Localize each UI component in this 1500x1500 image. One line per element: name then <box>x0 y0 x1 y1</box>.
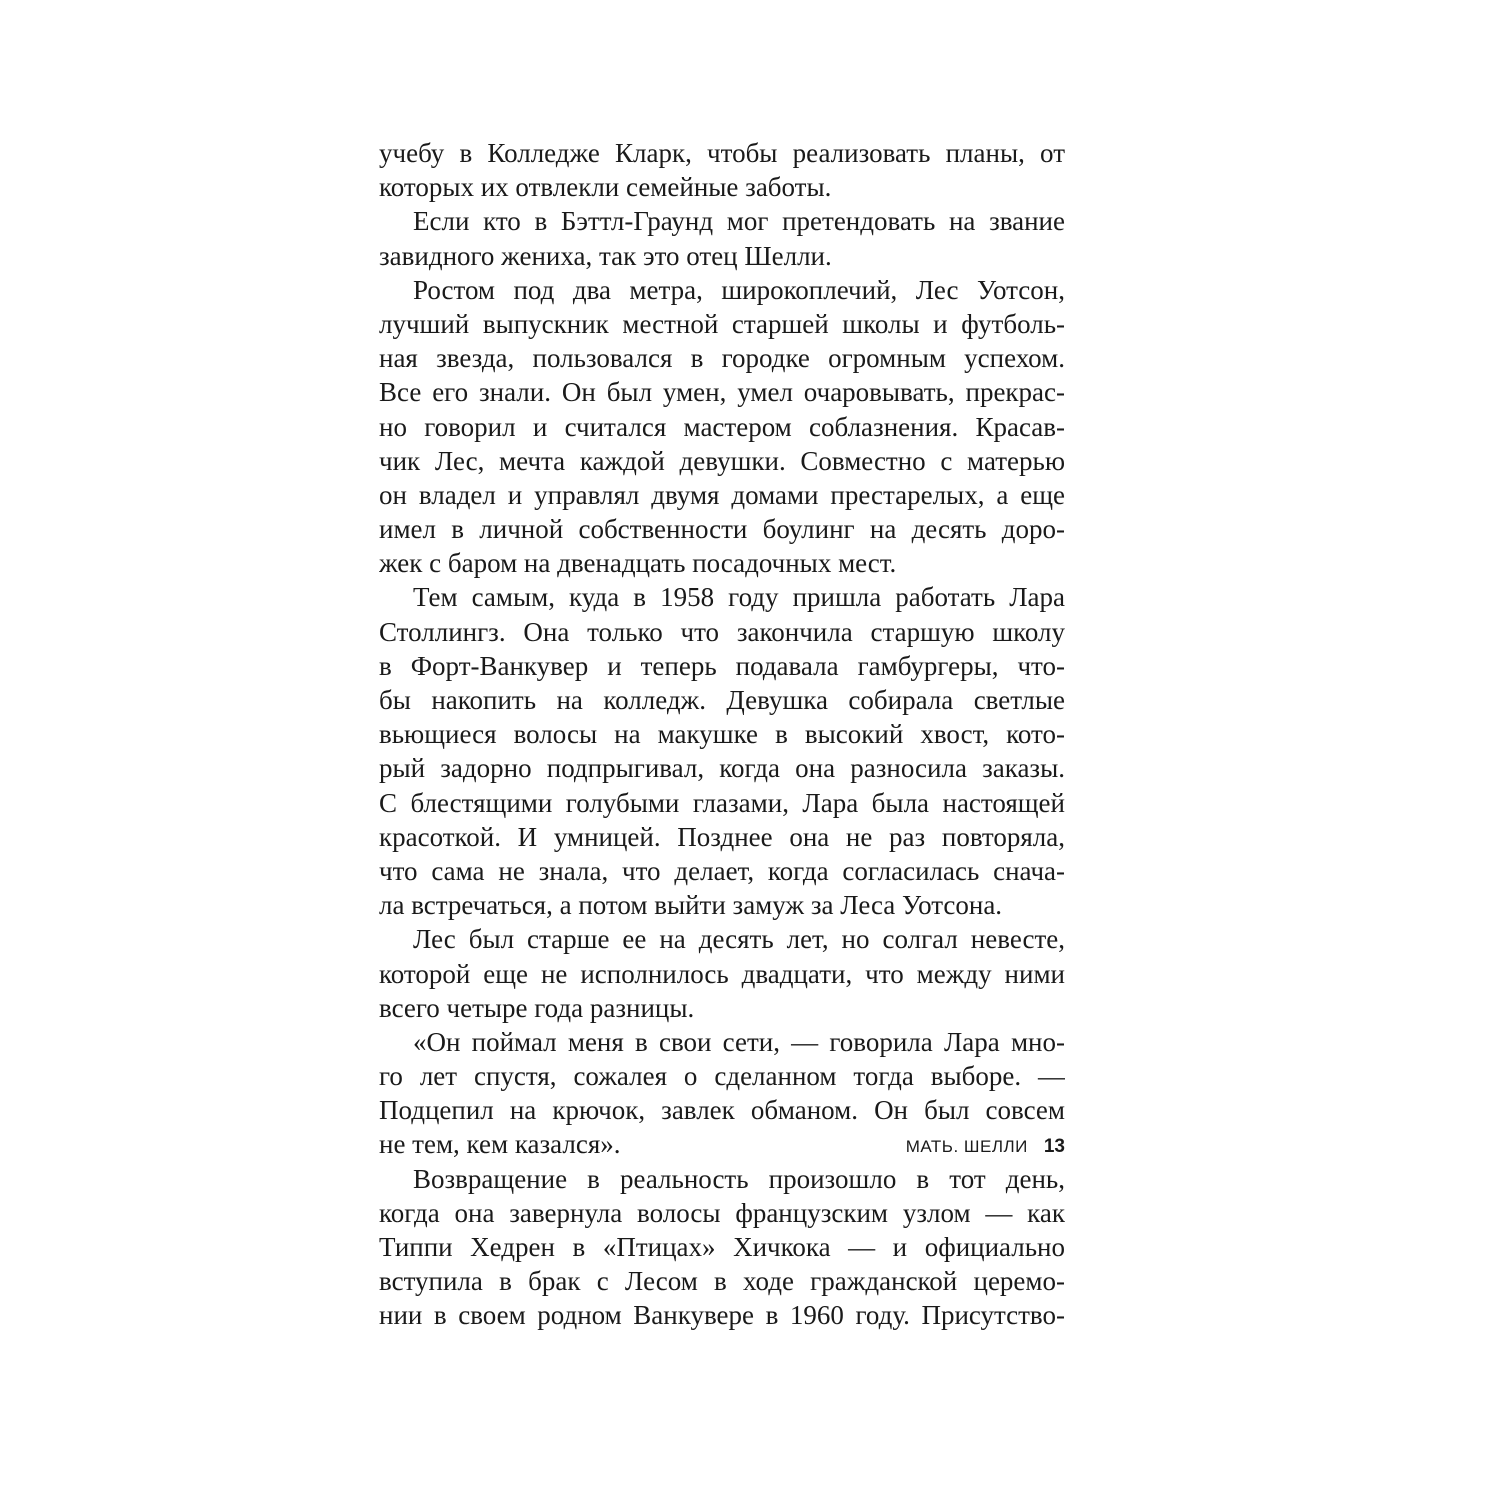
page-footer <box>379 1136 1065 1166</box>
text-line: имел в личной собственности боулинг на десять доро- <box>379 514 1065 545</box>
text-line: Типпи Хедрен в «Птицах» Хичкока — и официально <box>379 1232 1065 1262</box>
text-line: Лес был старше ее на десять лет, но солгал невесте, <box>413 924 1065 955</box>
text-line: нии в своем родном Ванкувере в 1960 году. Присутство- <box>379 1300 1065 1331</box>
text-line: лучший выпускник местной старшей школы и футболь- <box>379 308 1065 339</box>
text-line: всего четыре года разницы. <box>379 992 695 1023</box>
text-line: которых их отвлекли семейные заботы. <box>379 172 832 203</box>
text-line: ная звезда, пользовался в городке огромным успехом. <box>379 343 1065 374</box>
text-line: чик Лес, мечта каждой девушки. Совместно с матерью <box>379 445 1065 476</box>
text-line: Возвращение в реальность произошло в тот день, <box>413 1163 1065 1194</box>
text-line: Все его знали. Он был умен, умел очаровывать, прекрас- <box>379 377 1065 408</box>
text-line: Если кто в Бэттл-Граунд мог претендовать на звание <box>413 206 1065 237</box>
text-line: вьющиеся волосы на макушке в высокий хвост, кото- <box>379 719 1065 750</box>
text-line: «Он поймал меня в свои сети, — говорила Лара мно- <box>413 1026 1065 1057</box>
text-line: рый задорно подпрыгивал, когда она разносила заказы. <box>379 753 1065 784</box>
text-line: завидного жениха, так это отец Шелли. <box>379 240 832 271</box>
text-line: ла встречаться, а потом выйти замуж за Леса Уотсона. <box>379 890 1003 921</box>
text-line: вступила в брак с Лесом в ходе гражданской церемо- <box>379 1266 1065 1297</box>
text-line: когда она завернула волосы французским узлом — как <box>379 1197 1065 1228</box>
text-line: учебу в Колледже Кларк, чтобы реализовать планы, от <box>379 138 1065 168</box>
text-line: Ростом под два метра, широкоплечий, Лес Уотсон, <box>413 274 1065 305</box>
running-title: МАТЬ. ШЕЛЛИ <box>905 1137 1028 1156</box>
text-line: бы накопить на колледж. Девушка собирала светлые <box>379 685 1065 715</box>
text-line: что сама не знала, что делает, когда согласилась снача- <box>379 855 1065 886</box>
text-line: которой еще не исполнилось двадцати, что между ними <box>379 958 1065 989</box>
text-line: Столлингз. Она только что закончила старшую школу <box>379 616 1065 647</box>
page-number: 13 <box>1043 1136 1065 1157</box>
text-line: жек с баром на двенадцать посадочных мест. <box>379 548 897 579</box>
text-line: Подцепил на крючок, завлек обманом. Он был совсем <box>379 1095 1065 1126</box>
text-line: С блестящими голубыми глазами, Лара была настоящей <box>379 787 1065 818</box>
text-line: он владел и управлял двумя домами престарелых, а еще <box>379 479 1065 510</box>
text-line: в Форт-Ванкувер и теперь подавала гамбургеры, что- <box>379 650 1065 681</box>
text-line: Тем самым, куда в 1958 году пришла работать Лара <box>413 582 1065 613</box>
text-line: не тем, кем казался». <box>379 1129 621 1160</box>
text-line: го лет спустя, сожалея о сделанном тогда выборе. — <box>379 1061 1065 1092</box>
text-line: красоткой. И умницей. Позднее она не раз повторяла, <box>379 821 1065 852</box>
text-line: но говорил и считался мастером соблазнения. Красав- <box>379 411 1065 442</box>
